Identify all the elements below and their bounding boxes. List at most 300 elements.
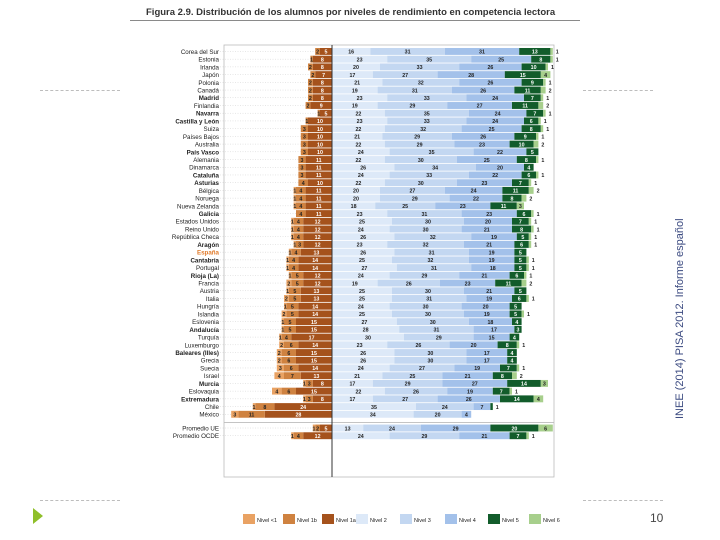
bar-value-label: 21 bbox=[481, 273, 488, 280]
bar-value-label: 1 bbox=[305, 119, 309, 126]
bar-value-label: 32 bbox=[427, 258, 434, 265]
bar-value-label: 25 bbox=[359, 312, 365, 319]
bar-value-label: 26 bbox=[405, 281, 412, 288]
bar-value-label: 5 bbox=[518, 258, 522, 265]
bar-value-label: 13 bbox=[313, 289, 320, 296]
bar-value-label: 2 bbox=[277, 350, 281, 357]
legend-label: Nivel 2 bbox=[370, 518, 387, 524]
bar-value-label: 25 bbox=[402, 204, 409, 211]
bar-value-label: 3 bbox=[302, 150, 306, 157]
bar-segment bbox=[536, 156, 538, 163]
bar-value-label: 33 bbox=[423, 96, 430, 103]
bar-value-label: 4 bbox=[284, 335, 288, 342]
bar-value-label: 4 bbox=[536, 397, 540, 404]
bar-value-label: 12 bbox=[314, 242, 321, 249]
bar-value-label: 9 bbox=[319, 103, 323, 110]
bar-value-label: 14 bbox=[312, 366, 319, 373]
bar-value-label: 10 bbox=[317, 150, 323, 157]
bar-segment bbox=[538, 102, 543, 109]
bar-value-label: 31 bbox=[421, 211, 428, 218]
row-label: País Vasco bbox=[186, 149, 219, 157]
bar-value-label: 2 bbox=[284, 296, 288, 303]
bar-value-label: 3 bbox=[300, 157, 304, 164]
bar-value-label: 1 bbox=[527, 312, 530, 319]
bar-value-label: 1 bbox=[293, 204, 297, 211]
bar-value-label: 1 bbox=[534, 242, 538, 249]
bar-value-label: 22 bbox=[355, 142, 362, 149]
bar-value-label: 30 bbox=[429, 319, 436, 326]
bar-value-label: 32 bbox=[417, 80, 424, 87]
bar-segment bbox=[517, 341, 519, 348]
bar-value-label: 8 bbox=[320, 65, 324, 72]
bar-value-label: 2 bbox=[308, 65, 312, 72]
legend-label: Nivel <1 bbox=[257, 518, 278, 524]
bar-value-label: 17 bbox=[349, 381, 356, 388]
bar-value-label: 1 bbox=[290, 219, 294, 226]
bar-value-label: 25 bbox=[359, 258, 365, 265]
bar-value-label: 26 bbox=[480, 88, 487, 95]
bar-value-label: 21 bbox=[354, 80, 361, 87]
bar-value-label: 4 bbox=[510, 350, 514, 357]
bar-value-label: 1 bbox=[543, 119, 547, 126]
bar-value-label: 22 bbox=[355, 157, 362, 164]
bar-value-label: 1 bbox=[555, 57, 559, 64]
bar-segment bbox=[550, 56, 552, 63]
bar-value-label: 22 bbox=[497, 150, 503, 157]
bar-value-label: 26 bbox=[487, 80, 494, 87]
bar-value-label: 27 bbox=[419, 366, 425, 373]
bar-value-label: 1 bbox=[286, 258, 290, 265]
bar-segment bbox=[529, 233, 531, 240]
row-label: Asturias bbox=[194, 180, 219, 188]
bar-value-label: 19 bbox=[474, 366, 481, 373]
bar-value-label: 1 bbox=[522, 343, 526, 350]
row-label: Canadá bbox=[197, 87, 219, 95]
row-label: Promedio OCDE bbox=[172, 433, 219, 441]
bar-value-label: 23 bbox=[356, 119, 363, 126]
bar-value-label: 5 bbox=[518, 250, 522, 257]
bar-value-label: 2 bbox=[308, 80, 312, 87]
bar-segment bbox=[534, 141, 539, 148]
bar-value-label: 20 bbox=[485, 219, 491, 226]
row-label: Cantabria bbox=[190, 257, 219, 265]
bar-value-label: 1 bbox=[252, 404, 256, 411]
bar-value-label: 1 bbox=[317, 111, 321, 118]
bar-value-label: 1 bbox=[286, 289, 290, 296]
bar-value-label: 10 bbox=[317, 126, 323, 133]
bar-value-label: 30 bbox=[425, 312, 431, 319]
source-note: INEE (2014) PISA 2012. Informe español bbox=[674, 218, 686, 419]
bar-value-label: 8 bbox=[263, 404, 267, 411]
next-slide-arrow-icon[interactable] bbox=[33, 508, 43, 524]
bar-segment bbox=[517, 365, 519, 372]
row-label: Eslovaquia bbox=[188, 388, 219, 396]
bar-value-label: 2 bbox=[316, 426, 320, 433]
row-label: Castilla y León bbox=[175, 118, 219, 126]
bar-value-label: 9 bbox=[523, 134, 527, 141]
bar-value-label: 2 bbox=[316, 49, 320, 56]
bar-value-label: 15 bbox=[311, 358, 317, 365]
row-label: Nueva Zelanda bbox=[177, 203, 219, 211]
bar-value-label: 24 bbox=[492, 96, 499, 103]
bar-value-label: 6 bbox=[287, 358, 291, 365]
bar-value-label: 4 bbox=[294, 250, 298, 257]
bar-value-label: 7 bbox=[322, 72, 326, 79]
bar-value-label: 1 bbox=[522, 366, 526, 373]
bar-value-label: 27 bbox=[476, 103, 483, 110]
bar-segment bbox=[529, 218, 531, 225]
bar-value-label: 1 bbox=[288, 273, 292, 280]
bar-segment bbox=[536, 172, 538, 179]
row-label: Reino Unido bbox=[184, 226, 219, 234]
row-label: Alemania bbox=[193, 156, 219, 164]
bar-value-label: 8 bbox=[505, 343, 509, 350]
bar-value-label: 14 bbox=[513, 397, 520, 404]
bar-value-label: 1 bbox=[278, 335, 282, 342]
bar-value-label: 23 bbox=[356, 343, 363, 350]
bar-value-label: 18 bbox=[487, 319, 494, 326]
bar-value-label: 3 bbox=[298, 242, 302, 249]
bar-value-label: 28 bbox=[362, 327, 369, 334]
legend-label: Nivel 1b bbox=[297, 518, 317, 524]
bar-value-label: 29 bbox=[411, 196, 418, 203]
row-label: Baleares (Illes) bbox=[175, 349, 219, 357]
bar-value-label: 33 bbox=[423, 119, 430, 126]
bar-value-label: 2 bbox=[287, 281, 291, 288]
bar-value-label: 24 bbox=[441, 404, 448, 411]
bar-value-label: 18 bbox=[489, 265, 496, 272]
bar-value-label: 3 bbox=[300, 173, 304, 180]
bar-value-label: 1 bbox=[531, 296, 535, 303]
bar-value-label: 4 bbox=[512, 335, 516, 342]
bar-value-label: 12 bbox=[314, 219, 321, 226]
bar-segment bbox=[536, 133, 538, 140]
bar-value-label: 15 bbox=[488, 335, 495, 342]
bar-value-label: 4 bbox=[277, 373, 281, 380]
bar-value-label: 1 bbox=[283, 304, 287, 311]
bar-value-label: 1 bbox=[293, 196, 297, 203]
bar-value-label: 8 bbox=[510, 196, 514, 203]
bar-value-label: 17 bbox=[349, 397, 356, 404]
bar-value-label: 22 bbox=[492, 173, 499, 180]
bar-value-label: 19 bbox=[467, 389, 473, 396]
bar-value-label: 22 bbox=[355, 389, 362, 396]
bar-value-label: 15 bbox=[311, 389, 317, 396]
bar-value-label: 5 bbox=[293, 289, 297, 296]
bar-value-label: 3 bbox=[542, 381, 546, 388]
row-label: Turquía bbox=[197, 334, 219, 342]
row-label: Países Bajos bbox=[182, 133, 219, 141]
bar-value-label: 1 bbox=[281, 327, 285, 334]
bar-segment bbox=[526, 295, 528, 302]
bar-value-label: 26 bbox=[413, 389, 419, 396]
bar-value-label: 24 bbox=[389, 426, 395, 433]
bar-value-label: 11 bbox=[522, 103, 529, 110]
row-label: Rioja (La) bbox=[190, 272, 219, 280]
bar-segment bbox=[522, 195, 527, 202]
bar-value-label: 14 bbox=[521, 381, 527, 388]
bar-value-label: 31 bbox=[411, 88, 418, 95]
bar-value-label: 1 bbox=[541, 134, 545, 141]
bar-value-label: 6 bbox=[289, 343, 293, 350]
bar-value-label: 24 bbox=[492, 119, 499, 126]
bar-value-label: 1 bbox=[546, 96, 550, 103]
bar-value-label: 1 bbox=[293, 242, 297, 249]
bar-value-label: 23 bbox=[464, 281, 471, 288]
bar-value-label: 2 bbox=[311, 72, 315, 79]
bar-segment bbox=[510, 388, 512, 395]
bar-value-label: 1 bbox=[288, 250, 292, 257]
bar-value-label: 24 bbox=[357, 150, 364, 157]
row-label: Portugal bbox=[195, 265, 219, 273]
bar-value-label: 4 bbox=[515, 319, 519, 326]
bar-value-label: 35 bbox=[423, 111, 430, 118]
bar-value-label: 25 bbox=[488, 126, 495, 133]
row-label: Suecia bbox=[200, 365, 219, 373]
bar-value-label: 26 bbox=[360, 165, 367, 172]
bar-value-label: 6 bbox=[522, 211, 526, 218]
bar-value-label: 8 bbox=[539, 57, 543, 64]
bar-value-label: 8 bbox=[320, 57, 324, 64]
legend-swatch bbox=[283, 514, 295, 524]
bar-value-label: 4 bbox=[292, 258, 296, 265]
bar-value-label: 11 bbox=[512, 188, 519, 195]
bar-value-label: 6 bbox=[517, 296, 521, 303]
bar-value-label: 35 bbox=[371, 404, 377, 411]
bar-value-label: 22 bbox=[355, 111, 362, 118]
bar-value-label: 21 bbox=[464, 373, 471, 380]
row-label: Irlanda bbox=[200, 64, 219, 72]
bar-value-label: 30 bbox=[425, 289, 431, 296]
bar-value-label: 11 bbox=[315, 165, 322, 172]
bar-value-label: 27 bbox=[402, 397, 409, 404]
bar-value-label: 21 bbox=[486, 242, 493, 249]
bar-value-label: 4 bbox=[296, 219, 300, 226]
bar-value-label: 6 bbox=[287, 350, 291, 357]
bar-segment bbox=[529, 187, 534, 194]
row-label: Polonia bbox=[198, 79, 219, 87]
bar-value-label: 7 bbox=[533, 111, 537, 118]
bar-value-label: 1 bbox=[302, 397, 306, 404]
bar-value-label: 14 bbox=[312, 265, 319, 272]
bar-value-label: 20 bbox=[470, 343, 477, 350]
row-label: Francia bbox=[198, 280, 219, 288]
bar-value-label: 3 bbox=[302, 142, 306, 149]
bar-value-label: 30 bbox=[427, 350, 434, 357]
bar-value-label: 1 bbox=[555, 49, 559, 56]
bar-value-label: 3 bbox=[516, 327, 520, 334]
bar-value-label: 20 bbox=[511, 426, 518, 433]
bar-value-label: 32 bbox=[422, 242, 429, 249]
bar-value-label: 7 bbox=[506, 366, 510, 373]
bar-value-label: 1 bbox=[531, 265, 535, 272]
row-label: Noruega bbox=[195, 195, 219, 203]
bar-value-label: 7 bbox=[480, 404, 484, 411]
bar-value-label: 23 bbox=[479, 142, 485, 149]
bar-value-label: 26 bbox=[360, 234, 367, 241]
bar-value-label: 26 bbox=[360, 350, 367, 357]
bar-value-label: 13 bbox=[313, 373, 320, 380]
bar-value-label: 2 bbox=[280, 343, 284, 350]
row-label: Murcia bbox=[199, 380, 219, 388]
bar-value-label: 6 bbox=[544, 426, 548, 433]
bar-value-label: 31 bbox=[426, 296, 433, 303]
bar-value-label: 29 bbox=[404, 381, 411, 388]
bar-value-label: 32 bbox=[420, 126, 427, 133]
bar-value-label: 24 bbox=[357, 227, 364, 234]
row-label: Aragón bbox=[197, 241, 219, 249]
bar-value-label: 2 bbox=[536, 188, 540, 195]
bar-segment bbox=[550, 48, 552, 55]
bar-segment bbox=[541, 94, 543, 101]
bar-value-label: 1 bbox=[286, 265, 290, 272]
bar-segment bbox=[512, 372, 517, 379]
bar-value-label: 29 bbox=[435, 335, 442, 342]
bar-value-label: 5 bbox=[530, 150, 534, 157]
bar-segment bbox=[522, 310, 524, 317]
legend-swatch bbox=[243, 514, 255, 524]
row-label: Estados Unidos bbox=[175, 218, 219, 226]
bar-value-label: 5 bbox=[324, 49, 328, 56]
row-label: Corea del Sur bbox=[180, 48, 219, 56]
bar-value-label: 30 bbox=[417, 180, 424, 187]
bar-value-label: 4 bbox=[292, 265, 296, 272]
bar-value-label: 31 bbox=[479, 49, 485, 56]
bar-value-label: 23 bbox=[459, 204, 466, 211]
bar-value-label: 4 bbox=[296, 433, 300, 440]
bar-value-label: 15 bbox=[311, 350, 317, 357]
bar-value-label: 1 bbox=[290, 433, 294, 440]
bar-value-label: 8 bbox=[500, 373, 504, 380]
bar-value-label: 30 bbox=[425, 219, 431, 226]
bar-value-label: 20 bbox=[353, 65, 359, 72]
legend-label: Nivel 4 bbox=[459, 518, 476, 524]
bar-value-label: 26 bbox=[360, 358, 367, 365]
bar-value-label: 31 bbox=[431, 265, 437, 272]
bar-value-label: 10 bbox=[317, 119, 323, 126]
bar-value-label: 11 bbox=[315, 173, 322, 180]
bar-segment bbox=[526, 264, 528, 271]
bar-value-label: 29 bbox=[416, 142, 423, 149]
bar-value-label: 14 bbox=[312, 312, 319, 319]
bar-value-label: 17 bbox=[349, 72, 356, 79]
bar-value-label: 7 bbox=[290, 373, 294, 380]
bar-value-label: 5 bbox=[293, 296, 297, 303]
bar-value-label: 6 bbox=[520, 242, 524, 249]
bar-value-label: 22 bbox=[355, 126, 362, 133]
bar-value-label: 33 bbox=[426, 173, 433, 180]
bar-value-label: 35 bbox=[428, 150, 435, 157]
bar-value-label: 17 bbox=[483, 350, 490, 357]
row-label: Austria bbox=[199, 288, 219, 296]
bar-value-label: 1 bbox=[541, 157, 545, 164]
bar-value-label: 21 bbox=[354, 134, 361, 141]
row-label: Luxemburgo bbox=[184, 342, 219, 350]
bar-value-label: 25 bbox=[483, 157, 490, 164]
bar-value-label: 24 bbox=[357, 304, 364, 311]
row-label: Cataluña bbox=[192, 172, 219, 180]
bar-value-label: 1 bbox=[534, 234, 538, 241]
figure-title: Figura 2.9. Distribución de los alumnos por niveles de rendimiento en competencia lectora bbox=[146, 7, 556, 18]
bar-value-label: 20 bbox=[497, 165, 503, 172]
bar-value-label: 3 bbox=[302, 126, 306, 133]
bar-value-label: 20 bbox=[434, 412, 441, 419]
bar-value-label: 20 bbox=[353, 196, 359, 203]
bar-value-label: 24 bbox=[357, 433, 364, 440]
bar-value-label: 27 bbox=[361, 319, 368, 326]
bar-value-label: 11 bbox=[500, 204, 507, 211]
bar-value-label: 6 bbox=[527, 173, 531, 180]
bar-segment bbox=[531, 226, 533, 233]
bar-value-label: 21 bbox=[486, 289, 493, 296]
bar-value-label: 4 bbox=[544, 72, 548, 79]
bar-value-label: 27 bbox=[409, 188, 416, 195]
bar-value-label: 22 bbox=[473, 196, 479, 203]
bar-value-label: 14 bbox=[312, 258, 319, 265]
bar-value-label: 1 bbox=[541, 173, 545, 180]
bar-value-label: 3 bbox=[307, 381, 311, 388]
bar-value-label: 23 bbox=[481, 180, 488, 187]
bar-value-label: 19 bbox=[488, 250, 495, 257]
bar-value-label: 5 bbox=[514, 312, 518, 319]
bar-value-label: 2 bbox=[282, 312, 286, 319]
legend-swatch bbox=[400, 514, 412, 524]
bar-value-label: 6 bbox=[515, 273, 519, 280]
bar-value-label: 29 bbox=[409, 103, 416, 110]
bar-value-label: 14 bbox=[312, 304, 319, 311]
bar-value-label: 12 bbox=[314, 273, 321, 280]
bar-value-label: 25 bbox=[359, 289, 365, 296]
bar-value-label: 17 bbox=[483, 358, 490, 365]
bar-value-label: 7 bbox=[518, 219, 522, 226]
bar-segment bbox=[541, 87, 546, 94]
bar-value-label: 21 bbox=[354, 373, 361, 380]
bar-value-label: 21 bbox=[481, 433, 488, 440]
legend-swatch bbox=[488, 514, 500, 524]
bar-value-label: 2 bbox=[308, 88, 312, 95]
bar-value-label: 8 bbox=[520, 227, 524, 234]
bar-segment bbox=[524, 272, 526, 279]
bar-value-label: 4 bbox=[299, 196, 303, 203]
row-label: España bbox=[196, 249, 219, 257]
bar-segment bbox=[541, 125, 543, 132]
bar-value-label: 11 bbox=[315, 188, 322, 195]
bar-value-label: 1 bbox=[531, 258, 535, 265]
bar-segment bbox=[529, 241, 531, 248]
bar-value-label: 1 bbox=[536, 211, 540, 218]
bar-value-label: 20 bbox=[353, 188, 359, 195]
bar-value-label: 12 bbox=[314, 281, 321, 288]
bar-value-label: 19 bbox=[351, 103, 358, 110]
bar-value-label: 14 bbox=[312, 343, 319, 350]
bar-value-label: 11 bbox=[248, 412, 255, 419]
bar-value-label: 1 bbox=[290, 234, 294, 241]
bar-value-label: 11 bbox=[315, 204, 322, 211]
bar-value-label: 8 bbox=[320, 88, 324, 95]
row-label: Eslovenia bbox=[192, 319, 219, 327]
bar-value-label: 26 bbox=[360, 250, 367, 257]
bar-segment bbox=[538, 117, 540, 124]
bar-value-label: 5 bbox=[288, 327, 292, 334]
bar-value-label: 1 bbox=[531, 433, 535, 440]
bar-value-label: 32 bbox=[429, 234, 436, 241]
bar-value-label: 1 bbox=[546, 126, 550, 133]
bar-value-label: 2 bbox=[548, 88, 552, 95]
legend-label: Nivel 3 bbox=[414, 518, 431, 524]
bar-value-label: 1 bbox=[312, 426, 316, 433]
bar-value-label: 29 bbox=[414, 134, 421, 141]
bar-value-label: 1 bbox=[302, 381, 306, 388]
